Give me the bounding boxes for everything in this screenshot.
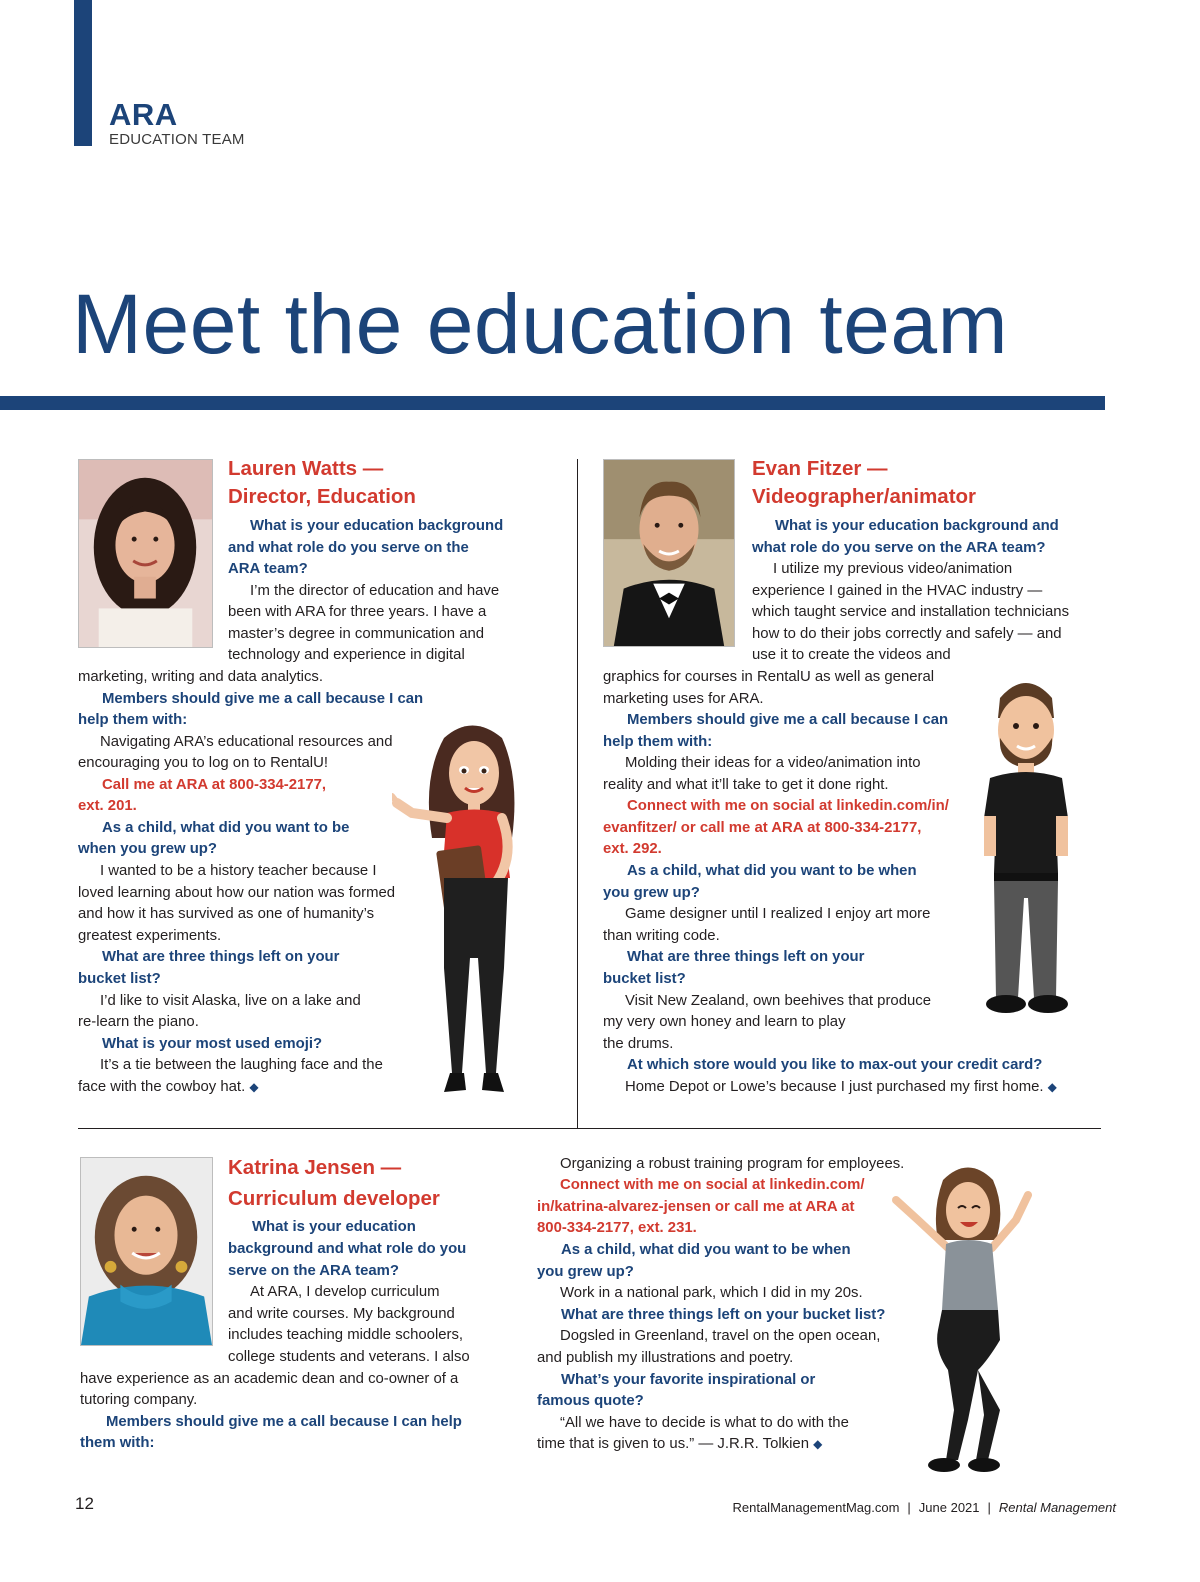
lauren-question-1: What is your education background	[250, 518, 504, 534]
lauren-answer-1: marketing, writing and data analytics.	[78, 669, 323, 685]
lauren-answer-4: re-learn the piano.	[78, 1014, 199, 1030]
katrina-answer-1: college students and veterans. I also	[228, 1349, 470, 1365]
lauren-answer-3: and how it has survived as one of humanity’s	[78, 906, 375, 922]
lauren-question-1: and what role do you serve on the	[228, 540, 469, 556]
evan-answer-1: how to do their jobs correctly and safely — and	[752, 626, 1062, 642]
lauren-answer-3: greatest experiments.	[78, 928, 222, 944]
column-divider	[577, 459, 578, 1129]
evan-answer-1: use it to create the videos and	[752, 647, 951, 663]
katrina-question-1: What is your education	[252, 1219, 416, 1235]
katrina-cartoon-illustration	[888, 1160, 1038, 1490]
evan-question-3: As a child, what did you want to be when	[627, 863, 917, 879]
page-headline: Meet the education team	[72, 277, 1009, 371]
lauren-question-1: ARA team?	[228, 561, 308, 577]
katrina-answer-4: Dogsled in Greenland, travel on the open ocean,	[560, 1328, 881, 1344]
katrina-answer-1: tutoring company.	[80, 1392, 198, 1408]
evan-contact: evanfitzer/ or call me at ARA at 800-334-2177,	[603, 820, 922, 836]
katrina-question-2: Members should give me a call because I can help	[106, 1414, 462, 1430]
section-kicker-sub: EDUCATION TEAM	[109, 131, 245, 148]
evan-question-3: you grew up?	[603, 885, 700, 901]
katrina-photo	[80, 1157, 213, 1346]
lauren-answer-1: been with ARA for three years. I have a	[228, 604, 487, 620]
end-mark-icon: ◆	[249, 1080, 259, 1094]
katrina-answer-3: Work in a national park, which I did in my 20s.	[560, 1285, 863, 1301]
evan-question-5: At which store would you like to max-out your credit card?	[627, 1057, 1043, 1073]
lauren-question-4: What are three things left on your	[102, 949, 340, 965]
evan-question-1: what role do you serve on the ARA team?	[752, 540, 1046, 556]
lauren-contact: ext. 201.	[78, 798, 137, 814]
lauren-answer-1: I’m the director of education and have	[250, 583, 500, 599]
footer-site: RentalManagementMag.com	[732, 1500, 900, 1515]
evan-answer-1: I utilize my previous video/animation	[773, 561, 1013, 577]
lauren-answer-5: face with the cowboy hat. ◆	[78, 1079, 259, 1095]
footer-separator: |	[987, 1500, 991, 1515]
evan-answer-1: graphics for courses in RentalU as well as general	[603, 669, 935, 685]
katrina-answer-5: time that is given to us.” — J.R.R. Tolkien ◆	[537, 1436, 823, 1452]
katrina-question-5: What’s your favorite inspirational or	[561, 1372, 816, 1388]
katrina-contact: Connect with me on social at linkedin.com/	[560, 1177, 865, 1193]
evan-name-line-2: Videographer/animator	[752, 485, 977, 508]
lauren-cartoon-illustration	[392, 718, 552, 1103]
footer-issue: June 2021	[918, 1500, 980, 1515]
lauren-question-5: What is your most used emoji?	[102, 1036, 323, 1052]
evan-answer-1: which taught service and installation technicians	[752, 604, 1070, 620]
evan-question-1: What is your education background and	[775, 518, 1059, 534]
page-footer	[732, 1500, 1116, 1515]
lauren-answer-5: It’s a tie between the laughing face and the	[100, 1057, 383, 1073]
evan-name	[752, 455, 976, 511]
katrina-answer-4: and publish my illustrations and poetry.	[537, 1350, 794, 1366]
lauren-answer-1: technology and experience in digital	[228, 647, 465, 663]
evan-answer-1: experience I gained in the HVAC industry —	[752, 583, 1043, 599]
katrina-name-line-1: Katrina Jensen —	[228, 1156, 402, 1179]
katrina-name	[228, 1152, 440, 1214]
katrina-answer-5: “All we have to decide is what to do with the	[560, 1415, 849, 1431]
evan-answer-4: the drums.	[603, 1036, 674, 1052]
lauren-contact: Call me at ARA at 800-334-2177,	[102, 777, 327, 793]
lauren-question-3: As a child, what did you want to be	[102, 820, 350, 836]
evan-question-4: bucket list?	[603, 971, 686, 987]
lauren-question-3: when you grew up?	[78, 841, 217, 857]
katrina-contact: 800-334-2177, ext. 231.	[537, 1220, 697, 1236]
header-accent-bar	[74, 0, 92, 146]
evan-answer-5: Home Depot or Lowe’s because I just purchased my first home. ◆	[625, 1079, 1057, 1095]
lauren-answer-3: loved learning about how our nation was formed	[78, 885, 396, 901]
page-number: 12	[75, 1494, 94, 1513]
lauren-question-2: Members should give me a call because I can	[102, 691, 424, 707]
evan-answer-3: Game designer until I realized I enjoy art more	[625, 906, 931, 922]
katrina-name-line-2: Curriculum developer	[228, 1187, 440, 1210]
lauren-answer-1: master’s degree in communication and	[228, 626, 485, 642]
row-divider	[78, 1128, 1101, 1129]
evan-answer-2: reality and what it’ll take to get it done right.	[603, 777, 889, 793]
katrina-question-3: you grew up?	[537, 1264, 634, 1280]
evan-photo	[603, 459, 735, 647]
lauren-answer-4: I’d like to visit Alaska, live on a lake and	[100, 993, 361, 1009]
evan-question-2: help them with:	[603, 734, 713, 750]
evan-answer-2: Molding their ideas for a video/animation into	[625, 755, 921, 771]
lauren-photo	[78, 459, 213, 648]
lauren-question-4: bucket list?	[78, 971, 161, 987]
evan-question-4: What are three things left on your	[627, 949, 865, 965]
lauren-answer-3: I wanted to be a history teacher because I	[100, 863, 377, 879]
footer-magazine: Rental Management	[998, 1500, 1116, 1515]
lauren-name-line-1: Lauren Watts —	[228, 457, 384, 480]
section-kicker: ARA	[109, 97, 178, 132]
katrina-contact: in/katrina-alvarez-jensen or call me at ARA at	[537, 1199, 855, 1215]
evan-question-2: Members should give me a call because I can	[627, 712, 949, 728]
katrina-question-3: As a child, what did you want to be when	[561, 1242, 851, 1258]
evan-answer-1: marketing uses for ARA.	[603, 691, 764, 707]
lauren-name	[228, 455, 416, 511]
katrina-question-1: serve on the ARA team?	[228, 1263, 400, 1279]
evan-cartoon-illustration	[970, 668, 1082, 1038]
end-mark-icon: ◆	[1047, 1080, 1057, 1094]
katrina-question-5: famous quote?	[537, 1393, 644, 1409]
evan-answer-4: Visit New Zealand, own beehives that produce	[625, 993, 931, 1009]
evan-answer-3: than writing code.	[603, 928, 720, 944]
katrina-question-4: What are three things left on your bucket list?	[561, 1307, 886, 1323]
end-mark-icon: ◆	[813, 1437, 823, 1451]
katrina-answer-1: includes teaching middle schoolers,	[228, 1327, 464, 1343]
katrina-answer-1: and write courses. My background	[228, 1306, 455, 1322]
katrina-answer-2: Organizing a robust training program for employees.	[560, 1156, 905, 1172]
evan-contact: ext. 292.	[603, 841, 662, 857]
lauren-name-line-2: Director, Education	[228, 485, 416, 508]
lauren-answer-2: encouraging you to log on to RentalU!	[78, 755, 328, 771]
evan-name-line-1: Evan Fitzer —	[752, 457, 888, 480]
katrina-answer-1: At ARA, I develop curriculum	[250, 1284, 440, 1300]
footer-separator: |	[907, 1500, 911, 1515]
lauren-question-2: help them with:	[78, 712, 188, 728]
headline-rule	[0, 396, 1105, 410]
evan-answer-4: my very own honey and learn to play	[603, 1014, 846, 1030]
lauren-answer-2: Navigating ARA’s educational resources and	[100, 734, 393, 750]
katrina-question-1: background and what role do you	[228, 1241, 467, 1257]
katrina-answer-1: have experience as an academic dean and co-owner of a	[80, 1371, 459, 1387]
katrina-question-2: them with:	[80, 1435, 155, 1451]
evan-contact: Connect with me on social at linkedin.com/in/	[627, 798, 949, 814]
